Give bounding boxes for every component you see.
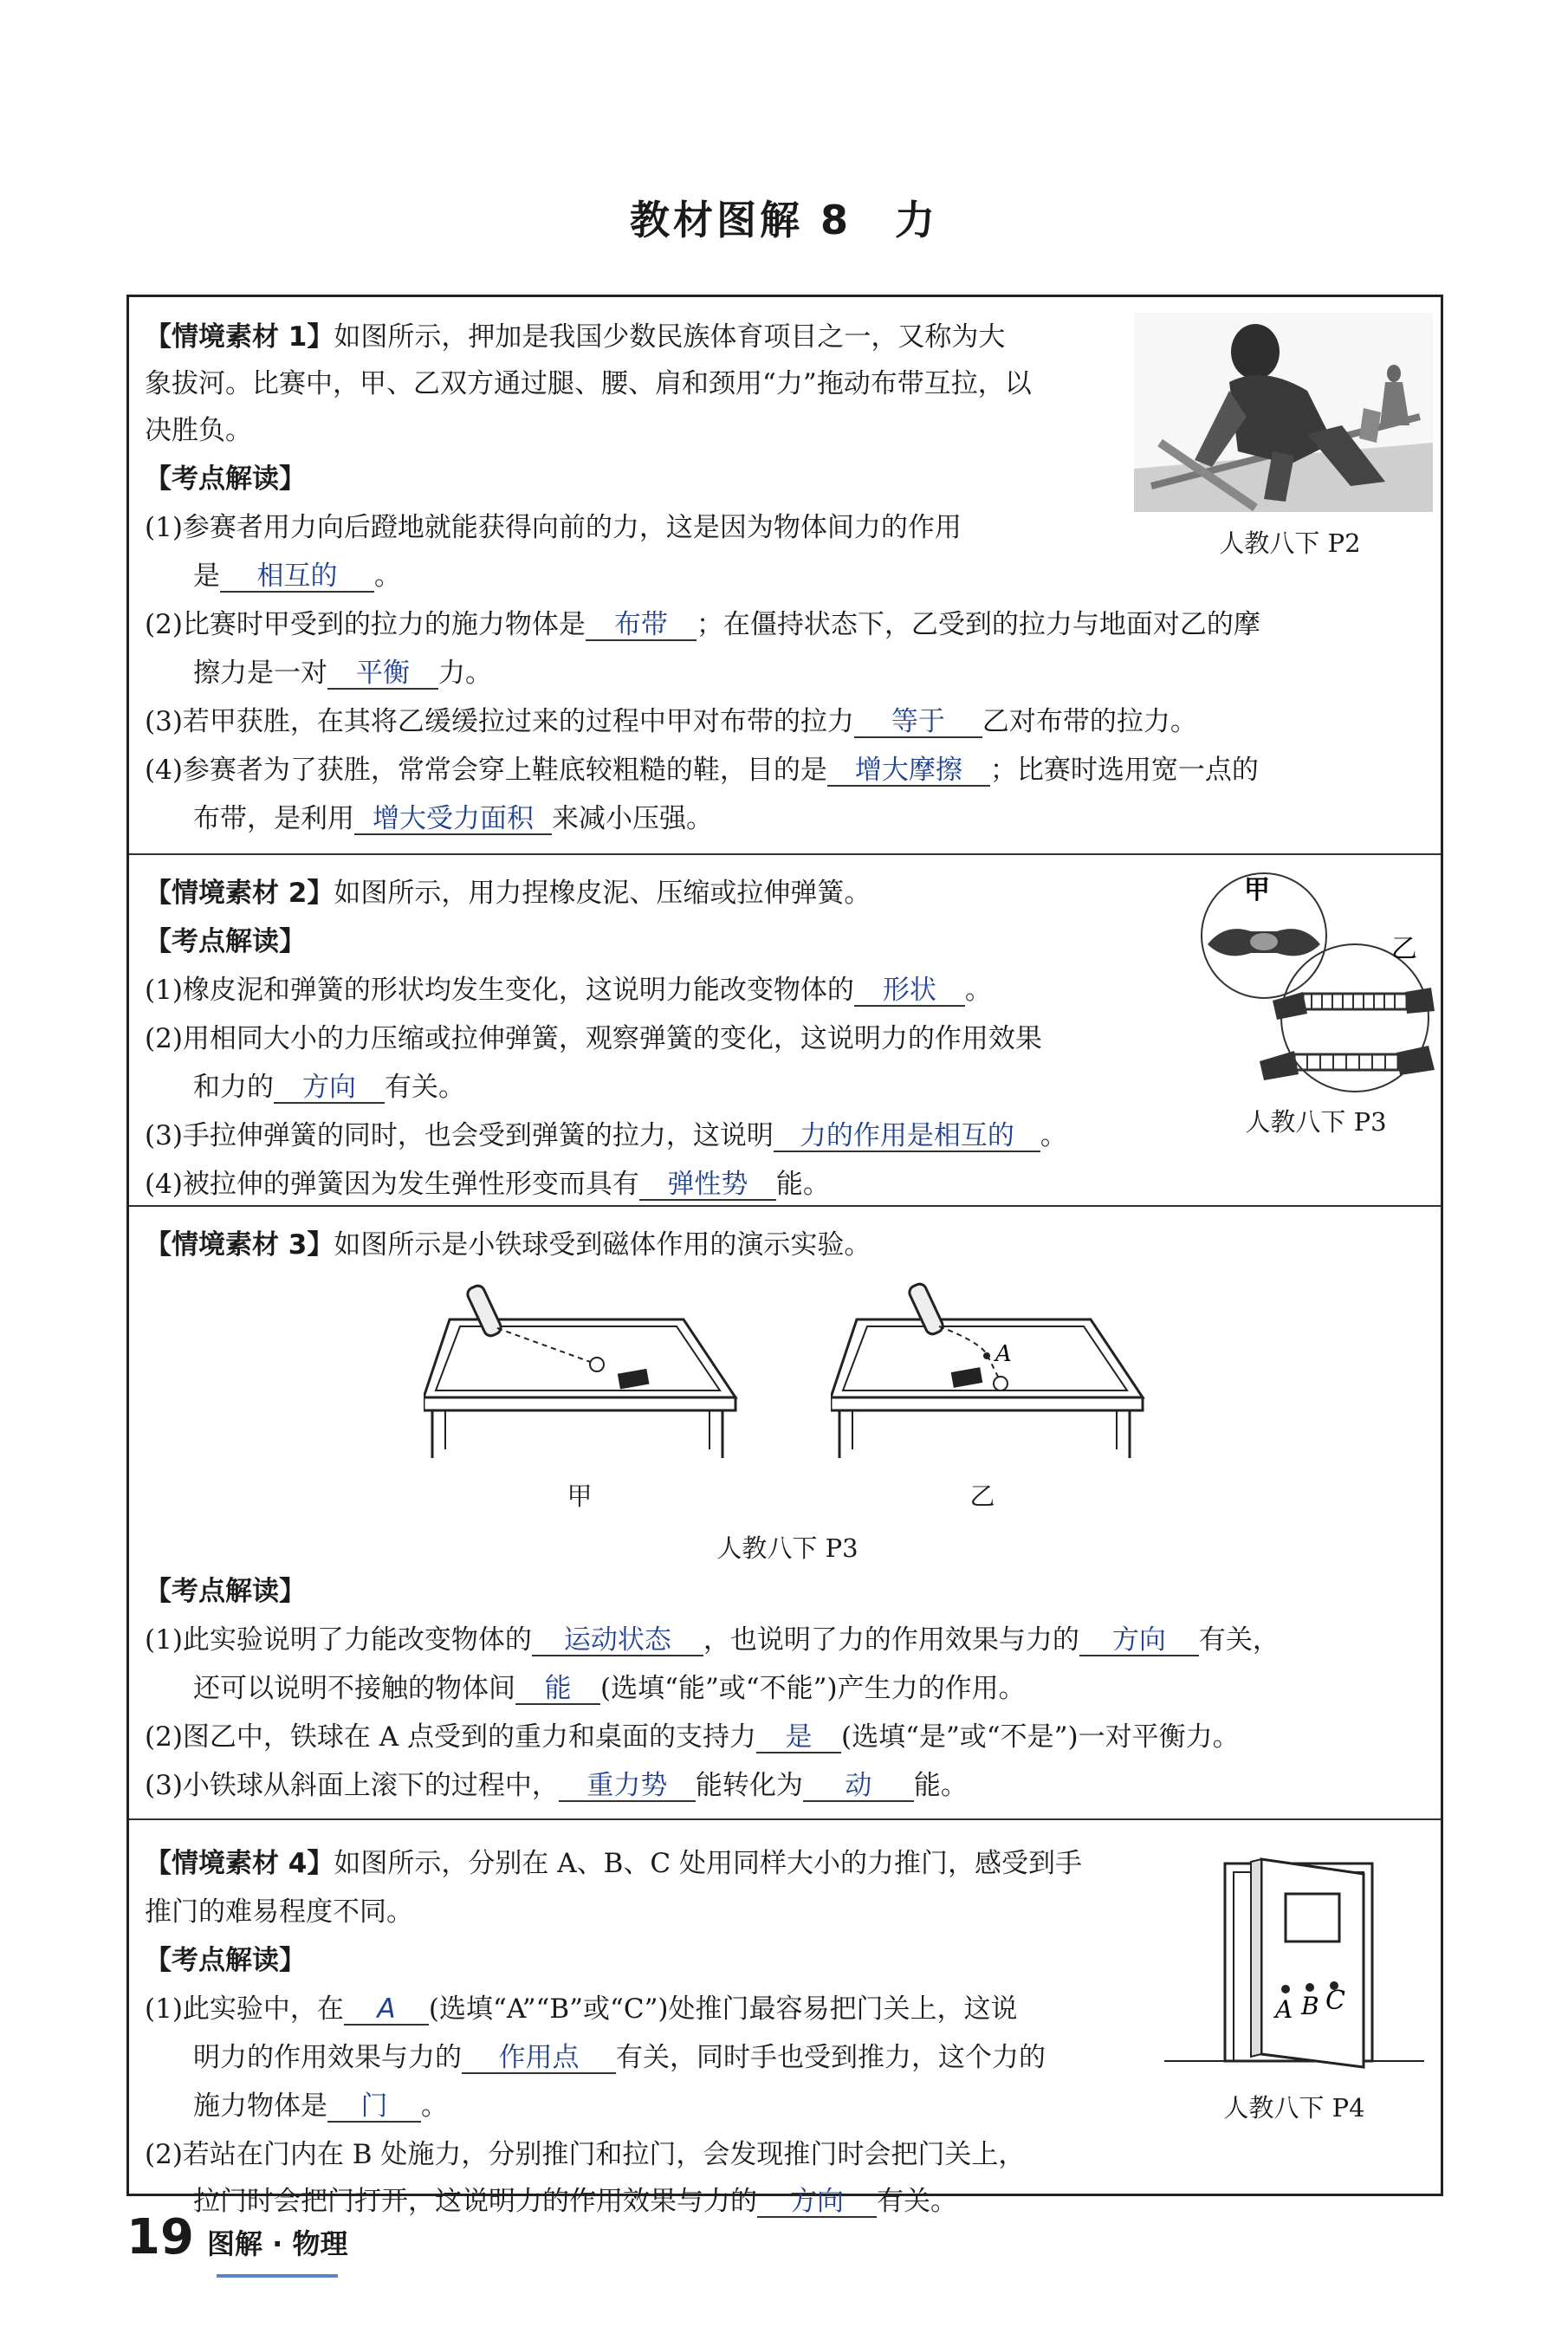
s1-q3-line: (3)若甲获胜，在其将乙缓缓拉过来的过程中甲对布带的拉力 等于 乙对布带的拉力。 — [145, 706, 1197, 737]
s1-answer-6: 增大受力面积 — [354, 804, 552, 835]
s1-answer-1: 相互的 — [220, 561, 374, 593]
s2-answer-4: 弹性势 — [639, 1170, 776, 1201]
section-2 — [129, 855, 1441, 1207]
tug-of-war-photo — [1134, 313, 1433, 512]
s1-q4-line2: 布带，是利用 增大受力面积 来减小压强。 — [193, 803, 713, 834]
section-1 — [129, 297, 1441, 855]
page-number: 19 — [126, 2209, 194, 2265]
s2-answer-3: 力的作用是相互的 — [774, 1121, 1040, 1152]
s3-figure-caption: 人教八下 P3 — [716, 1533, 859, 1563]
s1-q1-line2: 是 相互的 。 — [193, 561, 401, 592]
s2-q2-line2: 和力的 方向 有关。 — [193, 1072, 465, 1103]
s2-q3-line: (3)手拉伸弹簧的同时，也会受到弹簧的拉力，这说明 力的作用是相互的 。 — [145, 1120, 1067, 1151]
s3-q2-line: (2)图乙中，铁球在 A 点受到的重力和桌面的支持力 是 (选填“是”或“不是”)一对平衡力。 — [145, 1721, 1240, 1753]
magnet-ball-experiment-jia — [424, 1276, 753, 1467]
s1-q4-line1: (4)参赛者为了获胜，常常会穿上鞋底较粗糙的鞋，目的是 增大摩擦 ；比赛时选用宽一点的 — [145, 755, 1259, 786]
s3-label-yi: 乙 — [969, 1481, 995, 1511]
s3-answer-4: 是 — [756, 1722, 841, 1753]
s3-q1-line1: (1)此实验说明了力能改变物体的 运动状态 ，也说明了力的作用效果与力的 方向 有关， — [145, 1624, 1280, 1656]
section-3 — [129, 1207, 1441, 1820]
content-box — [126, 295, 1443, 2217]
s4-q1-line1: (1)此实验中，在 A (选填“A”“B”或“C”)处推门最容易把门关上，这说 — [145, 1993, 1018, 2025]
s3-q1-line2: 还可以说明不接触的物体间 能 (选填“能”或“不能”)产生力的作用。 — [193, 1673, 1026, 1704]
s2-figure-caption: 人教八下 P3 — [1245, 1107, 1387, 1137]
s1-intro-line3: 决胜负。 — [145, 415, 252, 446]
s1-q2-line2: 擦力是一对 平衡 力。 — [193, 658, 492, 689]
s2-heading: 【情境素材 2】 — [145, 878, 334, 909]
s2-q4-line: (4)被拉伸的弹簧因为发生弹性形变而具有 弹性势 能。 — [145, 1169, 830, 1200]
s3-answer-2: 方向 — [1079, 1625, 1199, 1656]
s4-point-a: A — [1275, 1995, 1293, 2024]
s3-answer-6: 动 — [803, 1771, 914, 1802]
section-4 — [129, 1820, 1441, 2217]
s4-answer-3: 门 — [327, 2091, 421, 2123]
s3-heading: 【情境素材 3】 — [145, 1229, 334, 1261]
s1-kaodian-heading: 【考点解读】 — [145, 463, 306, 495]
s3-kaodian-heading: 【考点解读】 — [145, 1576, 306, 1607]
s1-intro-line1: 【情境素材 1】如图所示，押加是我国少数民族体育项目之一，又称为大 — [145, 321, 1006, 353]
book-name: 图解 · 物理 — [207, 2227, 348, 2260]
s3-answer-3: 能 — [515, 1674, 600, 1705]
s4-kaodian-heading: 【考点解读】 — [145, 1945, 306, 1976]
s2-answer-1: 形状 — [854, 976, 965, 1007]
s1-figure-caption: 人教八下 P2 — [1219, 528, 1361, 558]
s1-q2-line1: (2)比赛时甲受到的拉力的施力物体是 布带 ；在僵持状态下，乙受到的拉力与地面对乙的摩 — [145, 609, 1260, 640]
s3-intro-line: 【情境素材 3】如图所示是小铁球受到磁体作用的演示实验。 — [145, 1229, 871, 1261]
s4-answer-1: A — [344, 1994, 429, 2026]
door-figure — [1164, 1855, 1424, 2071]
s4-answer-4: 方向 — [757, 2187, 877, 2218]
s4-point-c: C — [1325, 1986, 1345, 2016]
s3-answer-1: 运动状态 — [532, 1625, 703, 1656]
s4-figure-caption: 人教八下 P4 — [1223, 2093, 1365, 2123]
page-footer — [126, 2209, 347, 2265]
s4-point-b: B — [1301, 1992, 1319, 2020]
s2-label-jia: 甲 — [1244, 875, 1270, 905]
s4-q1-line3: 施力物体是 门 。 — [193, 2090, 448, 2122]
s4-answer-2: 作用点 — [462, 2043, 616, 2074]
s2-q1-line: (1)橡皮泥和弹簧的形状均发生变化，这说明力能改变物体的 形状 。 — [145, 975, 992, 1006]
s2-kaodian-heading: 【考点解读】 — [145, 926, 306, 957]
s4-intro-line1: 【情境素材 4】如图所示，分别在 A、B、C 处用同样大小的力推门，感受到手 — [145, 1848, 1082, 1879]
s4-q2-line2: 拉门时会把门打开，这说明力的作用效果与力的 方向 有关。 — [193, 2186, 957, 2217]
s3-point-a: A — [995, 1341, 1012, 1367]
s1-q1-line1: (1)参赛者用力向后蹬地就能获得向前的力，这是因为物体间力的作用 — [145, 512, 962, 543]
s4-heading: 【情境素材 4】 — [145, 1848, 334, 1879]
page-title: 教材图解 8 力 — [629, 197, 939, 243]
s1-answer-4: 等于 — [854, 707, 982, 738]
s4-q2-line1: (2)若站在门内在 B 处施力，分别推门和拉门，会发现推门时会把门关上， — [145, 2139, 1026, 2170]
footer-underline — [217, 2274, 338, 2278]
spring-and-clay-figure — [1190, 862, 1442, 1096]
s4-intro-line2: 推门的难易程度不同。 — [145, 1896, 413, 1928]
s1-answer-5: 增大摩擦 — [827, 755, 990, 787]
s1-intro-line2: 象拔河。比赛中，甲、乙双方通过腿、腰、肩和颈用“力”拖动布带互拉，以 — [145, 368, 1032, 399]
s1-heading: 【情境素材 1】 — [145, 321, 334, 353]
s3-answer-5: 重力势 — [559, 1771, 696, 1802]
s3-label-jia: 甲 — [567, 1481, 593, 1511]
s2-intro-line: 【情境素材 2】如图所示，用力捏橡皮泥、压缩或拉伸弹簧。 — [145, 878, 871, 909]
s2-label-yi: 乙 — [1391, 934, 1417, 964]
s1-answer-2: 布带 — [586, 610, 697, 641]
s2-answer-2: 方向 — [274, 1073, 385, 1104]
s3-q3-line: (3)小铁球从斜面上滚下的过程中， 重力势 能转化为 动 能。 — [145, 1770, 968, 1801]
s4-q1-line2: 明力的作用效果与力的 作用点 有关，同时手也受到推力，这个力的 — [193, 2042, 1046, 2073]
magnet-ball-experiment-yi — [831, 1276, 1160, 1467]
s1-answer-3: 平衡 — [327, 658, 438, 690]
s2-q2-line1: (2)用相同大小的力压缩或拉伸弹簧，观察弹簧的变化，这说明力的作用效果 — [145, 1023, 1042, 1054]
